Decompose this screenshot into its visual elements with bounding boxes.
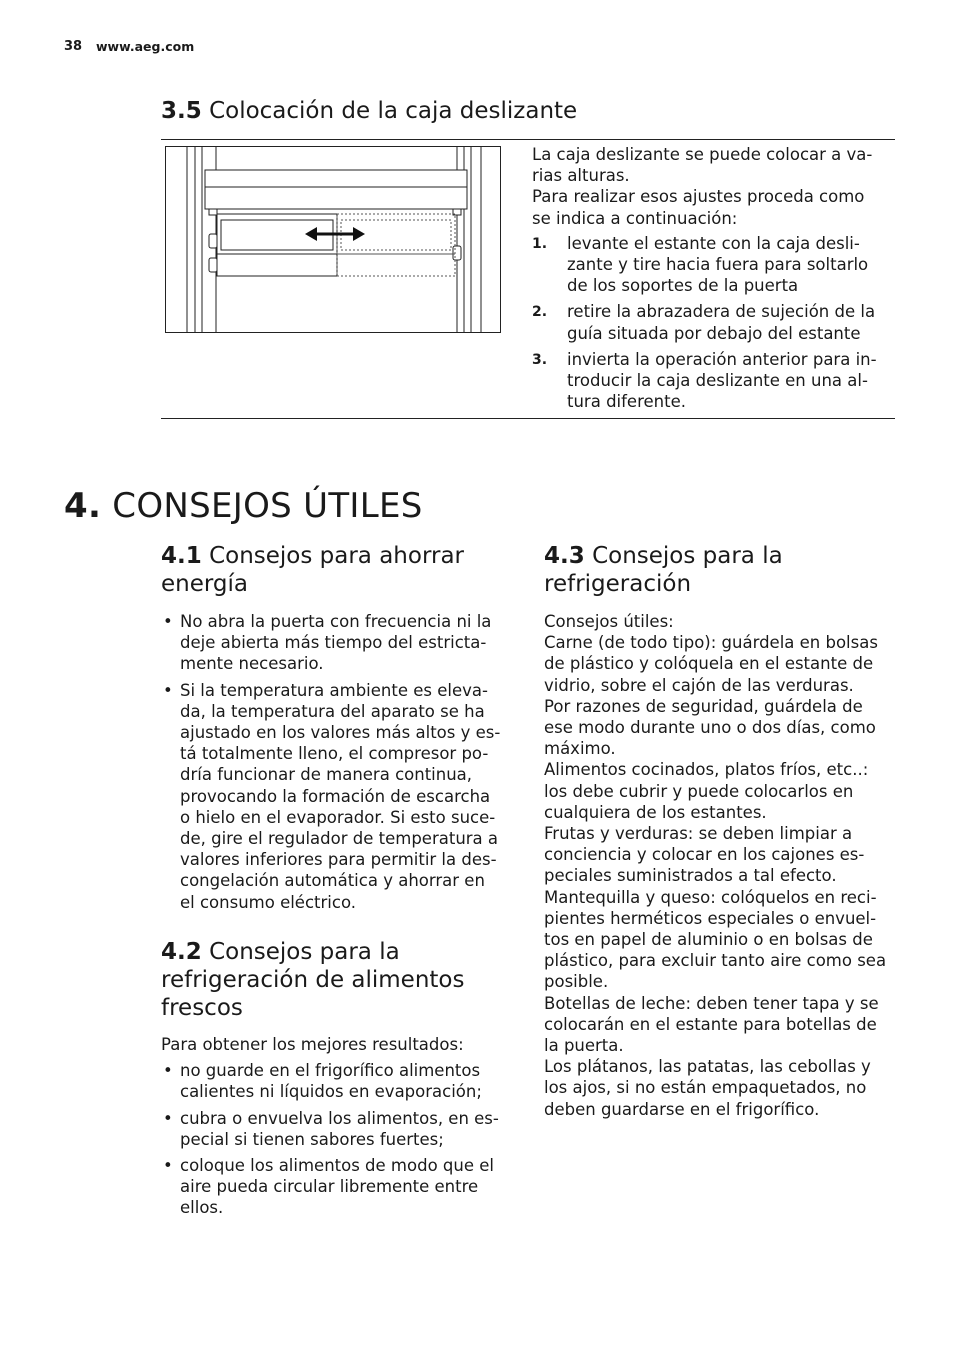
bullet: • [163, 1061, 173, 1081]
line: posible. [544, 972, 609, 992]
sliding-box-illustration [165, 146, 501, 333]
section-4-2-text [161, 1034, 521, 1224]
section-title: Colocación de la caja deslizante [209, 98, 578, 124]
step-line: zante y tire hacia fuera para soltarlo [567, 255, 869, 275]
bullet: • [163, 680, 173, 700]
line: no guarde en el frigorífico alimentos [180, 1061, 481, 1081]
line: No abra la puerta con frecuencia ni la [180, 612, 492, 631]
section-4-1-heading [161, 542, 511, 598]
section-4-2-heading [161, 938, 521, 1022]
section-title-line: Consejos para la [209, 939, 400, 965]
line: peciales suministrados a tal efecto. [544, 866, 837, 886]
line: cubra o envuelva los alimentos, en es- [180, 1108, 499, 1128]
line: colocarán en el estante para botellas de [544, 1014, 877, 1034]
intro-text: Para obtener los mejores resultados: [161, 1035, 464, 1054]
list-item [161, 611, 516, 675]
line: Consejos útiles: [544, 612, 674, 631]
step-line: de los soportes de la puerta [567, 276, 799, 296]
tips-list [161, 611, 516, 913]
line: vidrio, sobre el cajón de las verduras. [544, 675, 854, 695]
line: calientes ni líquidos en evaporación; [180, 1082, 482, 1102]
line: pientes herméticos especiales o envuel- [544, 908, 877, 928]
line: deben guardarse en el frigorífico. [544, 1099, 820, 1119]
list-item [161, 680, 516, 913]
chapter-number: 4. [64, 486, 102, 526]
line: Mantequilla y queso: colóquelos en reci- [544, 887, 877, 907]
line: Frutas y verduras: se deben limpiar a [544, 824, 853, 844]
line: deje abierta más tiempo del estricta- [180, 633, 487, 653]
step-line: retire la abrazadera de sujeción de la [567, 302, 876, 322]
step-number: 1. [532, 235, 548, 252]
section-top-rule [161, 139, 895, 140]
section-4-3-text [544, 611, 904, 1120]
line: dría funcionar de manera continua, [180, 765, 473, 785]
section-4-3-heading [544, 542, 894, 598]
line: da, la temperatura del aparato se ha [180, 701, 485, 721]
section-title-line: refrigeración [544, 571, 692, 597]
line: Los plátanos, las patatas, las cebollas y [544, 1057, 871, 1077]
section-title-line: frescos [161, 995, 243, 1021]
fridge-shelf-drawing [165, 146, 501, 333]
line: los debe cubrir y puede colocarlos en [544, 781, 854, 801]
line: Carne (de todo tipo): guárdela en bolsas [544, 633, 878, 653]
step-item [532, 301, 894, 343]
line: ese modo durante uno o dos días, como [544, 718, 876, 738]
section-number: 4.1 [161, 543, 202, 569]
line: plástico, para excluir tanto aire como sea [544, 951, 887, 971]
bullet: • [163, 612, 173, 631]
intro-line: rias alturas. [532, 166, 630, 186]
bullet: • [163, 1108, 173, 1128]
line: Por razones de seguridad, guárdela de [544, 696, 863, 716]
chapter-title: CONSEJOS ÚTILES [112, 486, 423, 526]
line: máximo. [544, 739, 616, 759]
step-line: troducir la caja deslizante en una al- [567, 371, 868, 391]
line: coloque los alimentos de modo que el [180, 1156, 494, 1176]
step-number: 2. [532, 304, 548, 321]
step-item [532, 233, 894, 297]
list-item [161, 1108, 521, 1150]
section-4-1-text [161, 611, 516, 918]
section-title-line: energía [161, 571, 249, 597]
section-number: 4.3 [544, 543, 585, 569]
line: de, gire el regulador de temperatura a [180, 829, 499, 849]
step-line: guía situada por debajo del estante [567, 323, 861, 343]
list-item [161, 1060, 521, 1102]
step-line: levante el estante con la caja desli- [567, 233, 860, 253]
line: Alimentos cocinados, platos fríos, etc..: [544, 760, 869, 780]
section-title-line: Consejos para la [592, 543, 783, 569]
line: ellos. [180, 1198, 224, 1218]
line: el consumo eléctrico. [180, 892, 356, 912]
section-bottom-rule [161, 418, 895, 419]
list-item [161, 1155, 521, 1219]
chapter-4-heading [64, 486, 423, 526]
intro-line: se indica a continuación: [532, 208, 738, 228]
line: o hielo en el evaporador. Si esto suce- [180, 807, 496, 827]
line: congelación automática y ahorrar en [180, 871, 485, 891]
intro-line: Para realizar esos ajustes proceda como [532, 187, 865, 207]
intro-line: La caja deslizante se puede colocar a va- [532, 145, 873, 164]
line: valores inferiores para permitir la des- [180, 850, 497, 870]
line: tos en papel de aluminio o en bolsas de [544, 930, 873, 950]
section-number: 3.5 [161, 98, 202, 124]
line: Botellas de leche: deben tener tapa y se [544, 993, 879, 1013]
line: mente necesario. [180, 654, 324, 674]
line: pecial si tienen sabores fuertes; [180, 1129, 444, 1149]
bullet: • [163, 1156, 173, 1176]
line: Si la temperatura ambiente es eleva- [180, 680, 488, 700]
line: los ajos, si no están empaquetados, no [544, 1078, 867, 1098]
steps-list [532, 233, 894, 413]
line: de plástico y colóquela en el estante de [544, 654, 874, 674]
step-line: invierta la operación anterior para in- [567, 349, 877, 369]
line: provocando la formación de escarcha [180, 786, 491, 806]
line: tá totalmente lleno, el compresor po- [180, 744, 489, 764]
line: la puerta. [544, 1036, 624, 1056]
website-url: www.aeg.com [96, 39, 195, 54]
line: ajustado en los valores más altos y es- [180, 723, 501, 743]
section-3-5-heading [161, 97, 577, 125]
tips-list [161, 1060, 521, 1218]
step-number: 3. [532, 351, 548, 368]
line: cualquiera de los estantes. [544, 802, 767, 822]
line: aire pueda circular libremente entre [180, 1177, 479, 1197]
section-3-5-text [532, 144, 894, 417]
section-number: 4.2 [161, 939, 202, 965]
step-line: tura diferente. [567, 392, 686, 412]
page-number: 38 [64, 39, 83, 54]
section-title-line: refrigeración de alimentos [161, 967, 465, 993]
line: conciencia y colocar en los cajones es- [544, 845, 865, 865]
section-title-line: Consejos para ahorrar [209, 543, 465, 569]
step-item [532, 349, 894, 413]
